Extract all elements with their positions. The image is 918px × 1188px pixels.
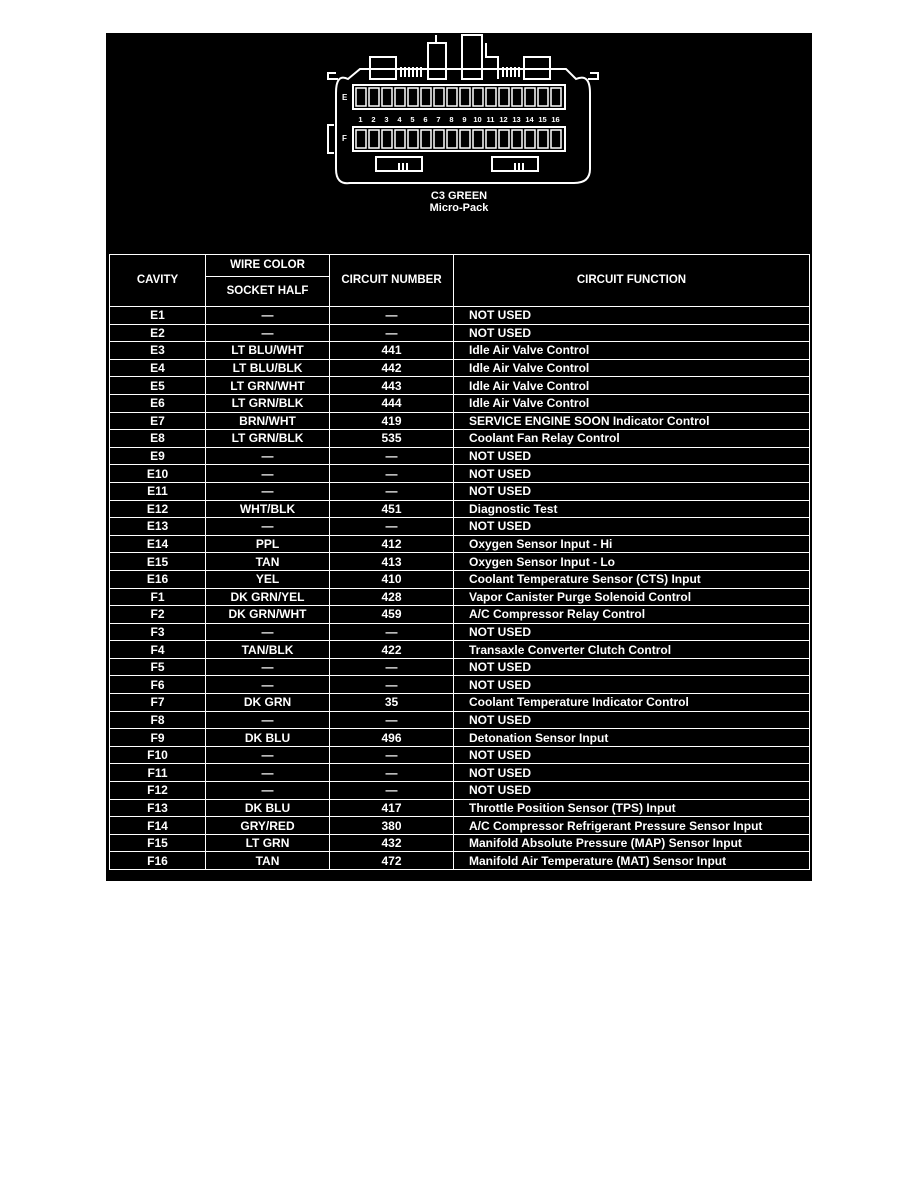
circuit-number-cell: 451 (330, 500, 454, 518)
cavity-cell: F14 (110, 817, 206, 835)
circuit-function-cell: Manifold Absolute Pressure (MAP) Sensor Input (454, 834, 810, 852)
circuit-function-cell: A/C Compressor Refrigerant Pressure Sensor Input (454, 817, 810, 835)
wire-color-cell: DK BLU (206, 729, 330, 747)
circuit-number-cell: — (330, 764, 454, 782)
cavity-cell: E16 (110, 570, 206, 588)
table-row (110, 307, 810, 325)
header-circuit-number: CIRCUIT NUMBER (330, 255, 454, 307)
cavity-cell: F6 (110, 676, 206, 694)
circuit-number-cell: 496 (330, 729, 454, 747)
pin-cavity (369, 88, 379, 106)
pin-number: 7 (436, 115, 441, 124)
circuit-number-cell: — (330, 465, 454, 483)
cavity-cell: F10 (110, 746, 206, 764)
row-label-f: F (342, 134, 347, 143)
wire-color-cell: TAN (206, 553, 330, 571)
pin-number: 13 (512, 115, 521, 124)
circuit-number-cell: — (330, 746, 454, 764)
pin-cavity (395, 88, 405, 106)
circuit-number-cell: 441 (330, 342, 454, 360)
wire-color-cell: — (206, 465, 330, 483)
table-row (110, 412, 810, 430)
cavity-cell: F16 (110, 852, 206, 870)
table-row (110, 588, 810, 606)
circuit-function-cell: NOT USED (454, 782, 810, 800)
pin-number: 3 (384, 115, 389, 124)
wire-color-cell: LT GRN (206, 834, 330, 852)
circuit-number-cell: 472 (330, 852, 454, 870)
circuit-number-cell: — (330, 307, 454, 325)
cavity-cell: F12 (110, 782, 206, 800)
circuit-number-cell: — (330, 658, 454, 676)
wire-color-cell: — (206, 782, 330, 800)
table-row (110, 359, 810, 377)
pinout-table (109, 254, 810, 870)
cavity-cell: E6 (110, 394, 206, 412)
table-row (110, 570, 810, 588)
wire-color-cell: PPL (206, 535, 330, 553)
pin-cavity (538, 130, 548, 148)
circuit-function-cell: NOT USED (454, 676, 810, 694)
table-row (110, 764, 810, 782)
circuit-function-cell: NOT USED (454, 746, 810, 764)
circuit-number-cell: 410 (330, 570, 454, 588)
wire-color-cell: — (206, 482, 330, 500)
table-row (110, 377, 810, 395)
circuit-number-cell: 35 (330, 694, 454, 712)
cavity-cell: E4 (110, 359, 206, 377)
table-row (110, 394, 810, 412)
pinout-table-body (110, 307, 810, 870)
pin-number: 5 (410, 115, 415, 124)
cavity-cell: E7 (110, 412, 206, 430)
table-row (110, 852, 810, 870)
circuit-number-cell: — (330, 518, 454, 536)
cavity-cell: E2 (110, 324, 206, 342)
circuit-number-cell: 428 (330, 588, 454, 606)
cavity-cell: E14 (110, 535, 206, 553)
table-row (110, 746, 810, 764)
table-row (110, 834, 810, 852)
circuit-number-cell: 422 (330, 641, 454, 659)
cavity-cell: F3 (110, 623, 206, 641)
table-row (110, 623, 810, 641)
cavity-cell: E9 (110, 447, 206, 465)
circuit-number-cell: — (330, 623, 454, 641)
wire-color-cell: LT BLU/BLK (206, 359, 330, 377)
wire-color-cell: DK GRN (206, 694, 330, 712)
pin-cavity (525, 130, 535, 148)
connector-caption-line1: C3 GREEN (430, 190, 488, 202)
pin-cavity (551, 130, 561, 148)
circuit-number-cell: 432 (330, 834, 454, 852)
circuit-function-cell: Coolant Temperature Sensor (CTS) Input (454, 570, 810, 588)
table-row (110, 729, 810, 747)
wire-color-cell: GRY/RED (206, 817, 330, 835)
cavity-cell: E10 (110, 465, 206, 483)
circuit-function-cell: Idle Air Valve Control (454, 377, 810, 395)
pin-cavity (369, 130, 379, 148)
cavity-cell: F13 (110, 799, 206, 817)
cavity-cell: E5 (110, 377, 206, 395)
circuit-function-cell: Idle Air Valve Control (454, 342, 810, 360)
wire-color-cell: — (206, 307, 330, 325)
wire-color-cell: LT GRN/BLK (206, 430, 330, 448)
table-row (110, 782, 810, 800)
wire-color-cell: LT GRN/BLK (206, 394, 330, 412)
cavity-cell: F9 (110, 729, 206, 747)
circuit-function-cell: NOT USED (454, 764, 810, 782)
table-row (110, 482, 810, 500)
table-row (110, 500, 810, 518)
circuit-function-cell: Oxygen Sensor Input - Lo (454, 553, 810, 571)
connector-caption-line2: Micro-Pack (429, 202, 489, 214)
table-row (110, 535, 810, 553)
circuit-function-cell: Coolant Fan Relay Control (454, 430, 810, 448)
pin-cavity (447, 130, 457, 148)
wire-color-cell: — (206, 764, 330, 782)
circuit-function-cell: NOT USED (454, 465, 810, 483)
circuit-function-cell: NOT USED (454, 307, 810, 325)
circuit-function-cell: Transaxle Converter Clutch Control (454, 641, 810, 659)
wire-color-cell: — (206, 518, 330, 536)
pin-cavity (512, 88, 522, 106)
cavity-cell: F4 (110, 641, 206, 659)
pin-number: 2 (371, 115, 376, 124)
pin-number: 10 (473, 115, 482, 124)
pin-cavity (499, 130, 509, 148)
wire-color-cell: — (206, 746, 330, 764)
cavity-cell: F7 (110, 694, 206, 712)
circuit-number-cell: — (330, 324, 454, 342)
pin-number: 1 (358, 115, 363, 124)
cavity-cell: F8 (110, 711, 206, 729)
cavity-cell: F1 (110, 588, 206, 606)
pin-number: 11 (486, 115, 495, 124)
circuit-function-cell: Diagnostic Test (454, 500, 810, 518)
wire-color-cell: YEL (206, 570, 330, 588)
circuit-number-cell: 419 (330, 412, 454, 430)
pin-number: 6 (423, 115, 428, 124)
pin-cavity (460, 130, 470, 148)
table-row (110, 324, 810, 342)
table-row (110, 641, 810, 659)
circuit-function-cell: NOT USED (454, 324, 810, 342)
circuit-function-cell: NOT USED (454, 711, 810, 729)
table-row (110, 676, 810, 694)
circuit-number-cell: — (330, 482, 454, 500)
wire-color-cell: LT GRN/WHT (206, 377, 330, 395)
pin-cavity (512, 130, 522, 148)
circuit-function-cell: Throttle Position Sensor (TPS) Input (454, 799, 810, 817)
pin-cavity (486, 88, 496, 106)
circuit-function-cell: SERVICE ENGINE SOON Indicator Control (454, 412, 810, 430)
cavity-cell: F5 (110, 658, 206, 676)
pin-cavity (460, 88, 470, 106)
circuit-function-cell: NOT USED (454, 482, 810, 500)
circuit-function-cell: NOT USED (454, 623, 810, 641)
circuit-number-cell: 380 (330, 817, 454, 835)
pin-cavity (382, 130, 392, 148)
pin-cavity (421, 88, 431, 106)
wire-color-cell: DK GRN/YEL (206, 588, 330, 606)
cavity-cell: F11 (110, 764, 206, 782)
cavity-cell: F2 (110, 606, 206, 624)
pin-cavity (421, 130, 431, 148)
pin-number: 12 (499, 115, 508, 124)
table-row (110, 447, 810, 465)
circuit-function-cell: NOT USED (454, 658, 810, 676)
circuit-function-cell: Vapor Canister Purge Solenoid Control (454, 588, 810, 606)
pin-cavity (395, 130, 405, 148)
circuit-function-cell: NOT USED (454, 518, 810, 536)
wire-color-cell: DK GRN/WHT (206, 606, 330, 624)
wire-color-cell: DK BLU (206, 799, 330, 817)
circuit-function-cell: Manifold Air Temperature (MAT) Sensor Input (454, 852, 810, 870)
cavity-cell: E15 (110, 553, 206, 571)
pin-cavity (473, 130, 483, 148)
pin-cavity (408, 88, 418, 106)
circuit-function-cell: Idle Air Valve Control (454, 394, 810, 412)
circuit-number-cell: 442 (330, 359, 454, 377)
table-row (110, 553, 810, 571)
circuit-function-cell: Coolant Temperature Indicator Control (454, 694, 810, 712)
circuit-number-cell: — (330, 676, 454, 694)
table-row (110, 711, 810, 729)
header-cavity: CAVITY (110, 255, 206, 307)
circuit-number-cell: 535 (330, 430, 454, 448)
pin-cavity (538, 88, 548, 106)
pin-cavity (551, 88, 561, 106)
wire-color-cell: WHT/BLK (206, 500, 330, 518)
header-socket-half: SOCKET HALF (206, 277, 330, 307)
circuit-function-cell: NOT USED (454, 447, 810, 465)
cavity-cell: F15 (110, 834, 206, 852)
pin-cavity (356, 130, 366, 148)
row-label-e: E (342, 93, 348, 102)
table-row (110, 694, 810, 712)
pin-number: 9 (462, 115, 467, 124)
pin-cavity (525, 88, 535, 106)
pin-number: 16 (551, 115, 560, 124)
pin-number: 14 (525, 115, 534, 124)
circuit-function-cell: Idle Air Valve Control (454, 359, 810, 377)
wire-color-cell: — (206, 711, 330, 729)
circuit-number-cell: 444 (330, 394, 454, 412)
table-row (110, 518, 810, 536)
table-row (110, 465, 810, 483)
table-row (110, 658, 810, 676)
cavity-cell: E13 (110, 518, 206, 536)
cavity-cell: E8 (110, 430, 206, 448)
header-circuit-function: CIRCUIT FUNCTION (454, 255, 810, 307)
circuit-function-cell: Oxygen Sensor Input - Hi (454, 535, 810, 553)
wire-color-cell: — (206, 324, 330, 342)
pin-cavity (382, 88, 392, 106)
pin-cavity (473, 88, 483, 106)
pin-cavity (499, 88, 509, 106)
circuit-number-cell: — (330, 711, 454, 729)
table-row (110, 430, 810, 448)
header-wire-color: WIRE COLOR (206, 255, 330, 277)
circuit-number-cell: — (330, 447, 454, 465)
circuit-function-cell: Detonation Sensor Input (454, 729, 810, 747)
table-row (110, 799, 810, 817)
cavity-cell: E11 (110, 482, 206, 500)
pin-cavity (356, 88, 366, 106)
pin-cavity (434, 130, 444, 148)
pin-cavity (408, 130, 418, 148)
wire-color-cell: — (206, 623, 330, 641)
wire-color-cell: TAN/BLK (206, 641, 330, 659)
circuit-number-cell: 443 (330, 377, 454, 395)
wire-color-cell: LT BLU/WHT (206, 342, 330, 360)
circuit-number-cell: 417 (330, 799, 454, 817)
table-row (110, 606, 810, 624)
pin-number: 4 (397, 115, 402, 124)
wire-color-cell: — (206, 676, 330, 694)
table-row (110, 342, 810, 360)
pin-cavity (434, 88, 444, 106)
wire-color-cell: — (206, 447, 330, 465)
connector-pinout-panel (106, 33, 812, 881)
circuit-number-cell: — (330, 782, 454, 800)
circuit-number-cell: 459 (330, 606, 454, 624)
pin-number: 8 (449, 115, 454, 124)
circuit-number-cell: 413 (330, 553, 454, 571)
pin-number: 15 (538, 115, 547, 124)
circuit-number-cell: 412 (330, 535, 454, 553)
circuit-function-cell: A/C Compressor Relay Control (454, 606, 810, 624)
wire-color-cell: BRN/WHT (206, 412, 330, 430)
pin-cavity (486, 130, 496, 148)
table-row (110, 817, 810, 835)
wire-color-cell: — (206, 658, 330, 676)
cavity-cell: E12 (110, 500, 206, 518)
cavity-cell: E1 (110, 307, 206, 325)
cavity-cell: E3 (110, 342, 206, 360)
pin-cavity (447, 88, 457, 106)
wire-color-cell: TAN (206, 852, 330, 870)
